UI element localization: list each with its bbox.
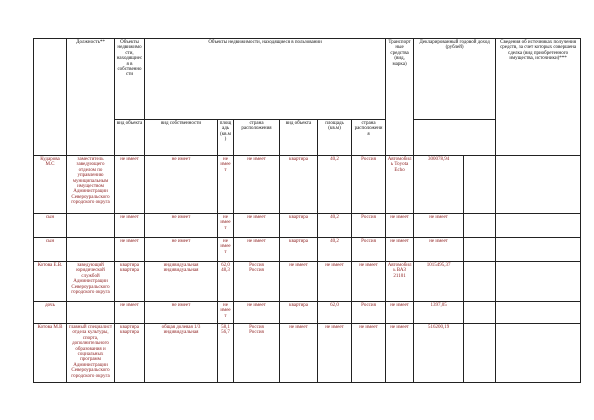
cell-sources [496, 214, 581, 238]
cell-owned-type: квартира квартира [115, 324, 145, 383]
cell-sources [496, 262, 581, 302]
cell-name: Котова М.В [34, 324, 67, 383]
cell-income: 300078,94 [414, 156, 464, 214]
header-sources: Сведения об источниках получения средств, за счет которых совершена сделка (вид приобретенного имущества, источники)*** [496, 39, 581, 156]
cell-position [67, 238, 115, 262]
cell-owned-ownership: не имеет [145, 302, 218, 324]
cell-transport: не имеет [386, 302, 414, 324]
cell-owned-area: 58,1 56,7 [218, 324, 234, 383]
header-owned: Объекты недвижимости, находящиеся в собственности [115, 39, 145, 120]
cell-used-type: квартира [280, 302, 318, 324]
cell-name: Котова Е.В. [34, 262, 67, 302]
sub-used-country: страна расположения [352, 120, 386, 156]
cell-transport: не имеет [386, 214, 414, 238]
cell-used-type: не имеет [280, 262, 318, 302]
header-transport: Транспортные средства (вид, марка) [386, 39, 414, 156]
cell-name: сын [34, 238, 67, 262]
cell-used-type: квартира [280, 156, 318, 214]
sub-used-area: площадь (кв.м) [318, 120, 352, 156]
header-used: Объекты недвижимости, находящиеся в пользовании [145, 39, 386, 120]
table-row [34, 156, 581, 214]
cell-sources [496, 238, 581, 262]
cell-income-blank [464, 156, 496, 214]
header-row [34, 39, 581, 120]
cell-transport: не имеет [386, 238, 414, 262]
cell-owned-ownership: не имеет [145, 156, 218, 214]
cell-position: заместитель заведующего отделом по управлению муниципальным имуществом Администрации Североуральского городского округа [67, 156, 115, 214]
cell-owned-type: не имеет [115, 214, 145, 238]
cell-owned-type: не имеет [115, 302, 145, 324]
cell-income-blank [464, 238, 496, 262]
cell-name: Кударова М.С [34, 156, 67, 214]
cell-owned-area: не имеет [218, 214, 234, 238]
cell-income: не имеет [414, 238, 464, 262]
table-row [34, 324, 581, 383]
sub-used-type: вид объекта [280, 120, 318, 156]
sub-owned-area: площадь (кв.м) [218, 120, 234, 156]
cell-transport: Автомобиль Toyota Echo [386, 156, 414, 214]
cell-owned-area: не имеет [218, 302, 234, 324]
table-row [34, 262, 581, 302]
cell-transport: не имеет [386, 324, 414, 383]
cell-used-area: 62,0 [318, 302, 352, 324]
header-name [34, 39, 67, 156]
cell-income: не имеет [414, 214, 464, 238]
cell-owned-type: квартира квартира [115, 262, 145, 302]
cell-owned-country: не имеет [234, 214, 280, 238]
cell-used-area: не имеет [318, 324, 352, 383]
cell-owned-area: 62,0 48,3 [218, 262, 234, 302]
declaration-table [33, 38, 581, 383]
cell-sources [496, 302, 581, 324]
cell-used-area: 40,2 [318, 156, 352, 214]
cell-used-country: не имеет [352, 262, 386, 302]
cell-owned-country: Россия Россия [234, 262, 280, 302]
cell-sources [496, 324, 581, 383]
cell-income-blank [464, 214, 496, 238]
cell-used-type: квартира [280, 214, 318, 238]
cell-owned-ownership: не имеет [145, 238, 218, 262]
cell-used-country: Россия [352, 238, 386, 262]
table-row [34, 214, 581, 238]
cell-income-blank [464, 262, 496, 302]
cell-position: главный специалист отдела культуры, спорта, дополнительного образования и социальных программ Администрации Североуральского городского округа [67, 324, 115, 383]
cell-income: 1397,05 [414, 302, 464, 324]
cell-used-area: не имеет [318, 262, 352, 302]
sub-owned-country: страна расположения [234, 120, 280, 156]
cell-owned-country: Россия Россия [234, 324, 280, 383]
sub-income-blank [414, 120, 496, 156]
cell-income-blank [464, 324, 496, 383]
cell-owned-country: не имеет [234, 156, 280, 214]
header-position: Должность** [67, 39, 115, 156]
header-income: Декларированный годовой доход (рублей) [414, 39, 496, 120]
table-row [34, 238, 581, 262]
cell-owned-type: не имеет [115, 156, 145, 214]
cell-owned-area: не имеет [218, 238, 234, 262]
cell-name: сын [34, 214, 67, 238]
cell-owned-country: не имеет [234, 302, 280, 324]
cell-income-blank [464, 302, 496, 324]
cell-owned-ownership: не имеет [145, 214, 218, 238]
sub-owned-ownership: вид собственности [145, 120, 218, 156]
cell-name: дочь [34, 302, 67, 324]
cell-sources [496, 156, 581, 214]
sub-owned-type: вид объекта [115, 120, 145, 156]
cell-used-country: Россия [352, 156, 386, 214]
cell-owned-country: не имеет [234, 238, 280, 262]
cell-owned-type: не имеет [115, 238, 145, 262]
cell-owned-ownership: индивидуальная индивидуальная [145, 262, 218, 302]
cell-used-area: 40,2 [318, 214, 352, 238]
table-row [34, 302, 581, 324]
cell-used-country: Россия [352, 302, 386, 324]
cell-position: заведующий юридической службой Администрации Североуральского городского округа [67, 262, 115, 302]
cell-income: 1015495,37 [414, 262, 464, 302]
cell-position [67, 302, 115, 324]
cell-used-country: не имеет [352, 324, 386, 383]
cell-position [67, 214, 115, 238]
cell-used-area: 40,2 [318, 238, 352, 262]
cell-owned-ownership: общая долевая 1/3 индивидуальная [145, 324, 218, 383]
cell-income: 516200,19 [414, 324, 464, 383]
cell-used-type: квартира [280, 238, 318, 262]
cell-transport: Автомобиль ВАЗ 21101 [386, 262, 414, 302]
cell-used-type: не имеет [280, 324, 318, 383]
table-body [34, 156, 581, 383]
cell-used-country: Россия [352, 214, 386, 238]
cell-owned-area: не имеет [218, 156, 234, 214]
